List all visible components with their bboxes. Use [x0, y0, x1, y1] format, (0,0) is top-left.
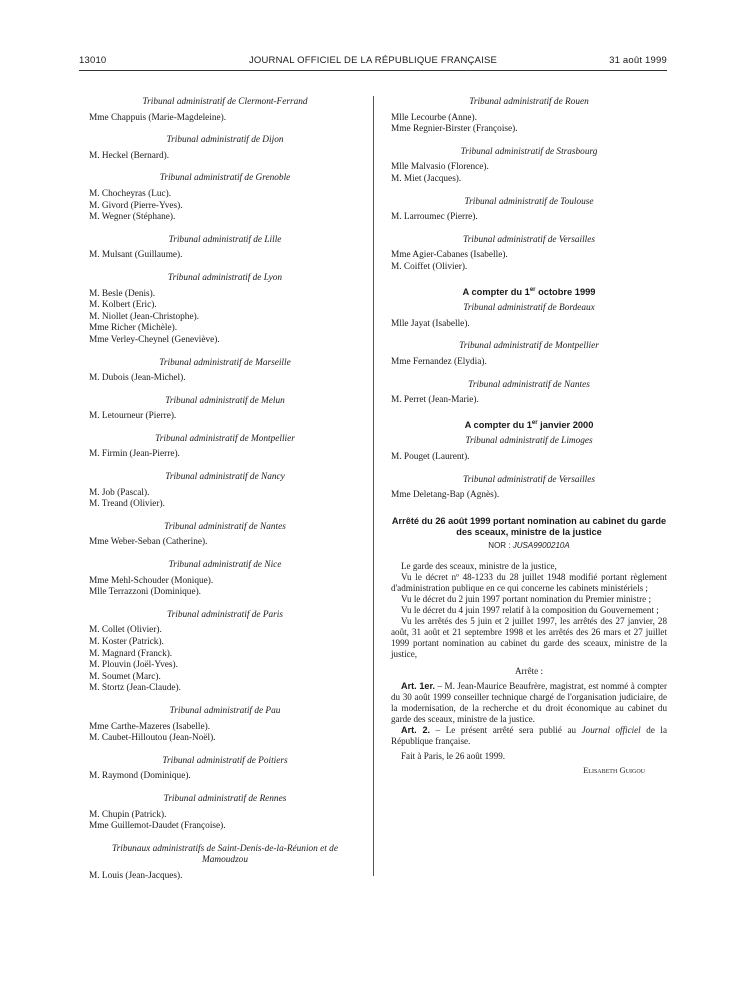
court-heading: Tribunal administratif de Paris — [167, 609, 283, 620]
appointee-name: M. Magnard (Franck). — [89, 648, 173, 659]
appointee-name: M. Perret (Jean-Marie). — [391, 395, 479, 406]
court-section — [391, 341, 667, 368]
preamble-2: Vu le décret nº 48-1233 du 28 juillet 1948 modifié portant règlement d'administration publique en ce qui concerne les cabinets ministériels ; — [391, 572, 667, 594]
appointee-name: M. Coiffet (Olivier). — [391, 261, 468, 272]
preamble-3: Vu le décret du 2 juin 1997 portant nomination du Premier ministre ; — [401, 594, 651, 605]
appointee-name: M. Niollet (Jean-Christophe). — [89, 311, 199, 322]
court-section — [89, 794, 361, 833]
appointee-name: M. Heckel (Bernard). — [89, 150, 170, 161]
court-heading: Tribunal administratif de Strasbourg — [460, 146, 598, 157]
court-section — [391, 303, 667, 330]
court-heading: Tribunal administratif de Dijon — [166, 135, 284, 146]
issue-date: 31 août 1999 — [609, 55, 667, 66]
court-heading: Tribunal administratif de Lille — [168, 234, 282, 245]
appointee-name: Mme Mehl-Schouder (Monique). — [89, 575, 214, 586]
court-heading: Tribunal administratif de Rouen — [469, 97, 589, 107]
court-heading: Tribunal administratif de Nancy — [165, 472, 285, 483]
right-court-list — [391, 97, 667, 274]
header-rule — [79, 70, 667, 71]
court-heading: Tribunal administratif de Bordeaux — [463, 303, 595, 314]
appointee-name: Mme Fernandez (Elydia). — [391, 357, 487, 367]
court-section — [89, 358, 361, 385]
court-section — [89, 273, 361, 347]
appointee-name: M. Caubet-Hilloutou (Jean-Noël). — [89, 733, 216, 744]
date-group-january — [391, 436, 667, 501]
court-heading: Tribunal administratif de Rennes — [163, 793, 287, 804]
court-section — [89, 434, 361, 461]
appointee-name: M. Stortz (Jean-Claude). — [89, 683, 181, 694]
court-section — [391, 97, 667, 136]
court-heading: Tribunal administratif de Melun — [165, 395, 285, 406]
court-section — [391, 147, 667, 186]
appointee-name: M. Louis (Jean-Jacques). — [89, 870, 183, 881]
court-heading: Tribunaux administratifs de Saint-Denis-de-la-Réunion et de Mamoudzou — [112, 843, 338, 866]
court-section — [89, 610, 361, 695]
court-section — [89, 135, 361, 162]
date-heading-january: A compter du 1er janvier 2000 — [464, 419, 594, 430]
appointee-name: M. Miet (Jacques). — [391, 173, 462, 184]
appointee-name: M. Soumet (Marc). — [89, 671, 161, 682]
page-header — [79, 55, 667, 69]
appointee-name: M. Wegner (Stéphane). — [89, 212, 176, 223]
appointee-name: Mme Deletang-Bap (Agnès). — [391, 490, 500, 501]
court-heading: Tribunal administratif de Clermont-Ferrand — [142, 97, 308, 107]
court-heading: Tribunal administratif de Versailles — [463, 234, 595, 245]
right-column — [391, 97, 667, 776]
court-section — [89, 235, 361, 262]
preamble-1: Le garde des sceaux, ministre de la justice, — [401, 561, 557, 572]
court-section — [89, 844, 361, 883]
appointee-name: Mme Regnier-Birster (Françoise). — [391, 124, 518, 135]
left-column — [89, 97, 361, 894]
court-heading: Tribunal administratif de Pau — [169, 705, 281, 716]
appointee-name: Mme Verley-Cheynel (Geneviève). — [89, 334, 220, 345]
date-heading-october: A compter du 1er octobre 1999 — [462, 286, 596, 297]
journal-title: JOURNAL OFFICIEL DE LA RÉPUBLIQUE FRANÇAISE — [248, 55, 498, 66]
court-heading: Tribunal administratif de Nantes — [468, 379, 590, 390]
column-divider — [373, 96, 374, 876]
court-heading: Tribunal administratif de Marseille — [159, 357, 291, 368]
court-section — [391, 197, 667, 224]
appointee-name: M. Job (Pascal). — [89, 487, 150, 498]
court-heading: Tribunal administratif de Lyon — [167, 272, 283, 283]
article-2: Art. 2. – Le présent arrêté sera publié au Journal officiel de la République française. — [391, 725, 667, 747]
court-section — [391, 475, 667, 502]
court-section — [89, 472, 361, 511]
court-section — [89, 706, 361, 745]
fait-line: Fait à Paris, le 26 août 1999. — [401, 751, 506, 762]
court-section — [391, 380, 667, 407]
court-section — [89, 396, 361, 423]
court-heading: Tribunal administratif de Nice — [168, 560, 282, 571]
appointee-name: M. Plouvin (Joël-Yves). — [89, 660, 178, 671]
appointee-name: Mme Guillemot-Daudet (Françoise). — [89, 821, 226, 832]
appointee-name: M. Kolbert (Eric). — [89, 300, 157, 311]
appointee-name: Mme Richer (Michèle). — [89, 323, 178, 334]
appointee-name: Mlle Malvasio (Florence). — [391, 162, 489, 173]
appointee-name: Mme Carthe-Mazeres (Isabelle). — [89, 721, 211, 732]
arrete-title: Arrêté du 26 août 1999 portant nomination au cabinet du garde des sceaux, ministre de la justice — [391, 515, 667, 537]
appointee-name: M. Givord (Pierre-Yves). — [89, 200, 183, 211]
appointee-name: M. Pouget (Laurent). — [391, 452, 470, 463]
appointee-name: M. Mulsant (Guillaume). — [89, 250, 183, 261]
page-number: 13010 — [79, 55, 107, 66]
court-section — [89, 97, 361, 124]
appointee-name: M. Koster (Patrick). — [89, 637, 164, 647]
appointee-name: Mme Weber-Seban (Catherine). — [89, 537, 208, 548]
court-heading: Tribunal administratif de Versailles — [463, 474, 595, 485]
appointee-name: Mlle Lecourbe (Anne). — [391, 112, 477, 123]
appointee-name: M. Firmin (Jean-Pierre). — [89, 449, 180, 460]
appointee-name: Mme Agier-Cabanes (Isabelle). — [391, 250, 508, 261]
court-section — [89, 560, 361, 599]
date-group-october — [391, 303, 667, 407]
appointee-name: M. Chupin (Patrick). — [89, 809, 167, 820]
appointee-name: Mlle Terrazzoni (Dominique). — [89, 587, 201, 598]
appointee-name: M. Raymond (Dominique). — [89, 771, 191, 782]
appointee-name: M. Chocheyras (Luc). — [89, 188, 172, 199]
court-section — [89, 756, 361, 783]
appointee-name: M. Larroumec (Pierre). — [391, 212, 478, 223]
appointee-name: M. Besle (Denis). — [89, 288, 156, 299]
appointee-name: Mlle Jayat (Isabelle). — [391, 318, 470, 329]
court-heading: Tribunal administratif de Montpellier — [155, 433, 295, 444]
signature: Elisabeth Guigou — [583, 764, 645, 775]
appointee-name: M. Collet (Olivier). — [89, 625, 162, 636]
court-section — [89, 522, 361, 549]
arrete-word: Arrête : — [514, 666, 544, 677]
appointee-name: M. Treand (Olivier). — [89, 499, 165, 510]
court-section — [391, 436, 667, 463]
preamble-5: Vu les arrêtés des 5 juin et 2 juillet 1997, les arrêtés des 27 janvier, 28 août, 31 août et 21 septembre 1998 et les arrêtés des 26 mars et 27 juillet 1999 portant nomination au cabinet du garde des sceaux, ministre de la justice, — [391, 616, 667, 660]
article-1: Art. 1er. – M. Jean-Maurice Beaufrère, magistrat, est nommé à compter du 30 août 1999 conseiller technique chargé de l'organisation judiciaire, de la modernisation, de la recherche et du droit économique au cabinet du garde des sceaux, ministre de la justice. — [391, 681, 667, 725]
court-heading: Tribunal administratif de Montpellier — [459, 341, 599, 352]
court-section — [391, 235, 667, 274]
appointee-name: Mme Chappuis (Marie-Magdeleine). — [89, 112, 227, 123]
court-heading: Tribunal administratif de Nantes — [164, 521, 286, 532]
appointee-name: M. Letourneur (Pierre). — [89, 411, 177, 422]
court-heading: Tribunal administratif de Toulouse — [464, 196, 594, 207]
court-section — [89, 173, 361, 223]
nor-reference: NOR : JUSA9900210A — [488, 540, 570, 550]
court-heading: Tribunal administratif de Grenoble — [159, 173, 291, 184]
appointee-name: M. Dubois (Jean-Michel). — [89, 373, 186, 384]
preamble-4: Vu le décret du 4 juin 1997 relatif à la composition du Gouvernement ; — [401, 605, 659, 616]
court-heading: Tribunal administratif de Limoges — [465, 436, 593, 447]
court-heading: Tribunal administratif de Poitiers — [162, 755, 288, 766]
